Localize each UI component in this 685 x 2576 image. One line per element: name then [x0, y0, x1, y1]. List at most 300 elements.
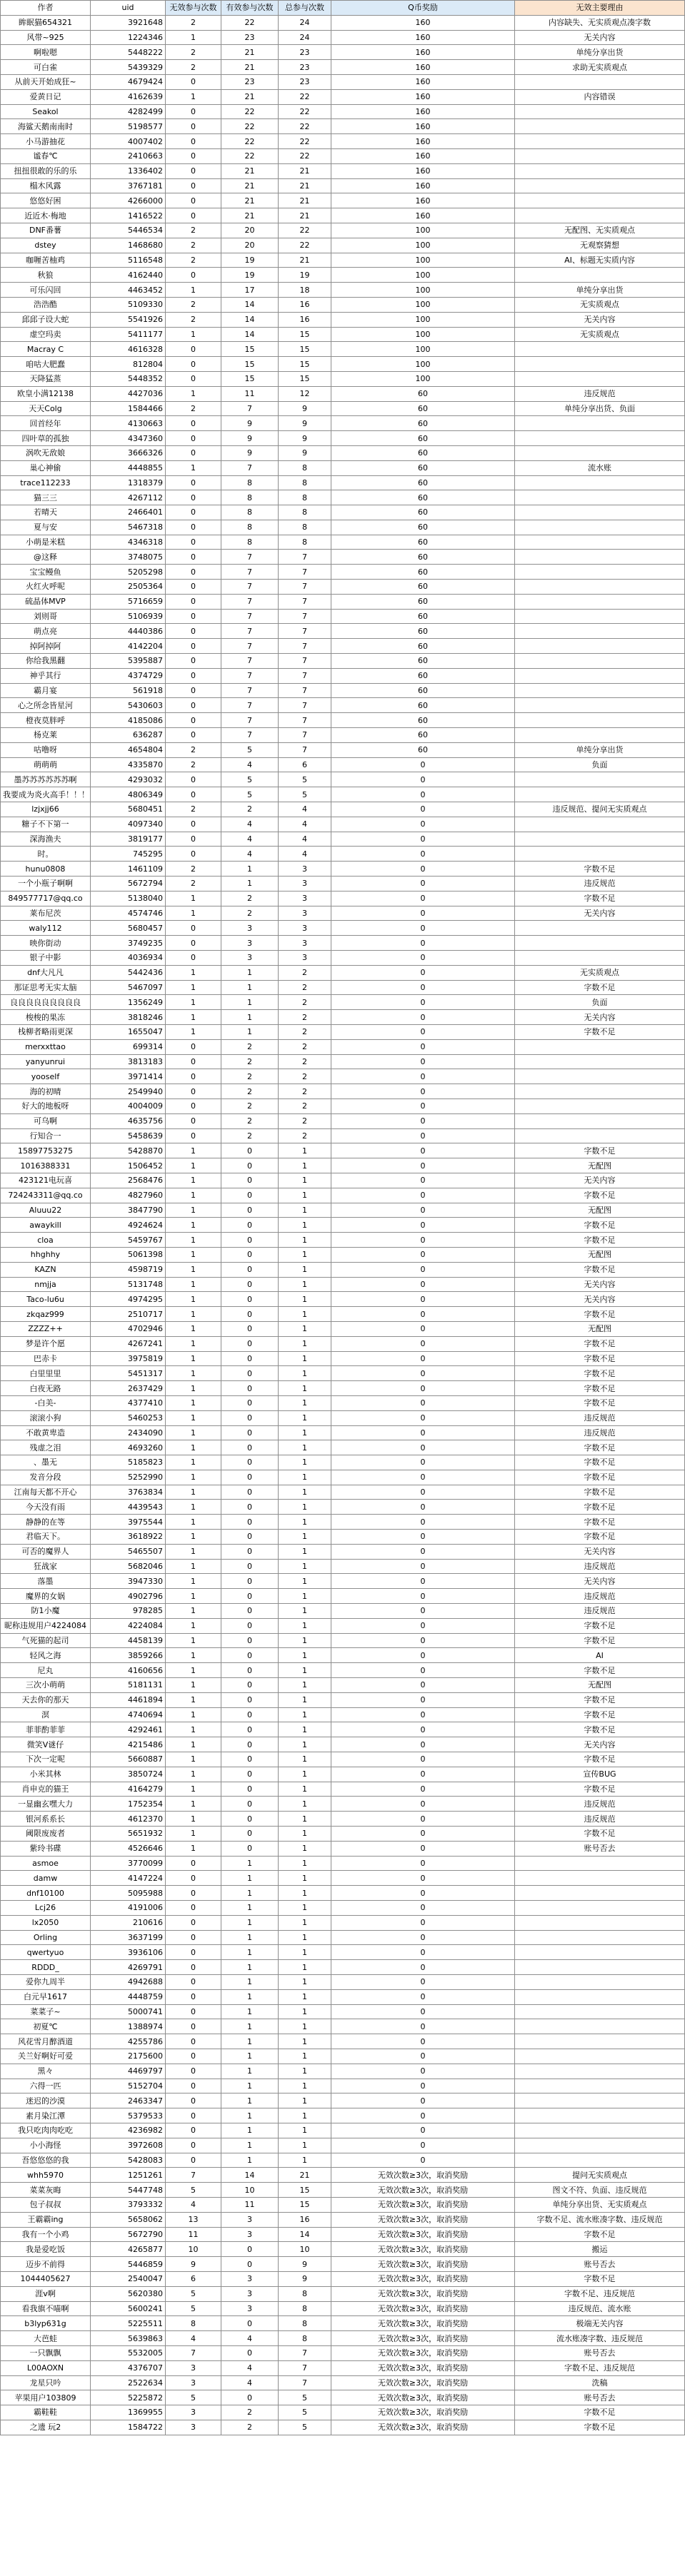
cell-invalid-count[interactable]: 4 — [166, 2331, 221, 2346]
cell-uid[interactable]: 5620380 — [91, 2286, 166, 2301]
cell-author[interactable]: 四叶草的孤独 — [1, 431, 91, 446]
cell-invalid-reason[interactable] — [515, 832, 685, 847]
cell-q-reward[interactable]: 100 — [331, 357, 515, 372]
cell-q-reward[interactable]: 0 — [331, 936, 515, 951]
cell-total-count[interactable]: 15 — [279, 342, 331, 357]
cell-invalid-reason[interactable] — [515, 535, 685, 550]
cell-invalid-reason[interactable]: 无关内容 — [515, 312, 685, 327]
cell-q-reward[interactable]: 无效次数≥3次，取消奖励 — [331, 2227, 515, 2242]
cell-uid[interactable]: 3975544 — [91, 1515, 166, 1530]
cell-invalid-reason[interactable]: 违反规范 — [515, 1559, 685, 1574]
cell-q-reward[interactable]: 无效次数≥3次，取消奖励 — [331, 2316, 515, 2331]
cell-invalid-count[interactable]: 1 — [166, 1277, 221, 1292]
cell-invalid-reason[interactable] — [515, 1915, 685, 1930]
cell-invalid-count[interactable]: 1 — [166, 1782, 221, 1797]
cell-total-count[interactable]: 9 — [279, 2257, 331, 2272]
cell-q-reward[interactable]: 0 — [331, 1470, 515, 1485]
cell-invalid-reason[interactable]: 违反规范 — [515, 1604, 685, 1619]
cell-valid-count[interactable]: 22 — [221, 148, 279, 163]
cell-uid[interactable]: 2434090 — [91, 1425, 166, 1440]
cell-uid[interactable]: 4806349 — [91, 787, 166, 802]
cell-total-count[interactable]: 1 — [279, 1589, 331, 1604]
cell-invalid-count[interactable]: 1 — [166, 1530, 221, 1545]
cell-valid-count[interactable]: 5 — [221, 787, 279, 802]
cell-invalid-count[interactable]: 0 — [166, 208, 221, 223]
cell-total-count[interactable]: 1 — [279, 1707, 331, 1722]
cell-valid-count[interactable]: 0 — [221, 1455, 279, 1470]
cell-q-reward[interactable]: 0 — [331, 1485, 515, 1500]
cell-invalid-count[interactable]: 0 — [166, 1856, 221, 1871]
cell-invalid-reason[interactable] — [515, 1886, 685, 1901]
cell-invalid-reason[interactable] — [515, 2034, 685, 2049]
cell-q-reward[interactable]: 0 — [331, 1707, 515, 1722]
cell-author[interactable]: 一只飘飘 — [1, 2345, 91, 2360]
cell-invalid-reason[interactable]: 字数不足、违反规范 — [515, 2360, 685, 2375]
cell-q-reward[interactable]: 60 — [331, 535, 515, 550]
cell-total-count[interactable]: 2 — [279, 980, 331, 995]
cell-uid[interactable]: 1318379 — [91, 475, 166, 490]
cell-valid-count[interactable]: 5 — [221, 772, 279, 787]
cell-uid[interactable]: 1356249 — [91, 995, 166, 1010]
cell-author[interactable]: 霸鞋鞋 — [1, 2405, 91, 2420]
cell-author[interactable]: 小小海怪 — [1, 2138, 91, 2153]
cell-invalid-count[interactable]: 1 — [166, 906, 221, 921]
cell-invalid-count[interactable]: 1 — [166, 1366, 221, 1381]
cell-uid[interactable]: 1468680 — [91, 238, 166, 253]
cell-invalid-reason[interactable]: 无配图 — [515, 1678, 685, 1693]
cell-q-reward[interactable]: 0 — [331, 1455, 515, 1470]
cell-valid-count[interactable]: 22 — [221, 15, 279, 30]
cell-author[interactable]: Lcj26 — [1, 1901, 91, 1916]
cell-valid-count[interactable]: 9 — [221, 445, 279, 460]
cell-invalid-count[interactable]: 0 — [166, 1039, 221, 1054]
cell-total-count[interactable]: 7 — [279, 713, 331, 728]
cell-valid-count[interactable]: 7 — [221, 609, 279, 624]
cell-invalid-reason[interactable] — [515, 1128, 685, 1143]
cell-invalid-reason[interactable]: 无实质观点 — [515, 297, 685, 312]
cell-invalid-count[interactable]: 2 — [166, 253, 221, 268]
cell-author[interactable]: 那证思考无实太脑 — [1, 980, 91, 995]
cell-author[interactable]: 包子叔叔 — [1, 2197, 91, 2212]
cell-total-count[interactable]: 1 — [279, 1574, 331, 1589]
cell-invalid-count[interactable]: 1 — [166, 1841, 221, 1856]
cell-total-count[interactable]: 1 — [279, 1277, 331, 1292]
cell-author[interactable]: KAZN — [1, 1262, 91, 1277]
cell-uid[interactable]: 3975819 — [91, 1351, 166, 1366]
cell-invalid-count[interactable]: 1 — [166, 891, 221, 906]
cell-uid[interactable]: 3748075 — [91, 550, 166, 565]
cell-author[interactable]: 咖喱苦柚鸡 — [1, 253, 91, 268]
cell-uid[interactable]: 4265877 — [91, 2242, 166, 2257]
cell-invalid-count[interactable]: 0 — [166, 1945, 221, 1960]
cell-uid[interactable]: 2540047 — [91, 2271, 166, 2286]
cell-total-count[interactable]: 3 — [279, 906, 331, 921]
cell-uid[interactable]: 5379533 — [91, 2108, 166, 2123]
cell-q-reward[interactable]: 0 — [331, 2049, 515, 2064]
cell-valid-count[interactable]: 19 — [221, 253, 279, 268]
cell-uid[interactable]: 1224346 — [91, 30, 166, 45]
cell-author[interactable]: 啊啦嗯 — [1, 45, 91, 60]
cell-invalid-count[interactable]: 1 — [166, 1767, 221, 1782]
cell-total-count[interactable]: 22 — [279, 238, 331, 253]
cell-q-reward[interactable]: 0 — [331, 1974, 515, 1989]
cell-total-count[interactable]: 2 — [279, 995, 331, 1010]
cell-valid-count[interactable]: 20 — [221, 238, 279, 253]
cell-q-reward[interactable]: 0 — [331, 1366, 515, 1381]
cell-author[interactable]: 王霸霸ing — [1, 2212, 91, 2227]
cell-total-count[interactable]: 8 — [279, 2316, 331, 2331]
cell-total-count[interactable]: 1 — [279, 2019, 331, 2034]
cell-author[interactable]: dstey — [1, 238, 91, 253]
cell-invalid-reason[interactable]: 违反规范、流水账 — [515, 2301, 685, 2316]
cell-invalid-reason[interactable] — [515, 951, 685, 966]
cell-invalid-reason[interactable]: 单纯分享出货、负面 — [515, 401, 685, 416]
cell-invalid-count[interactable]: 1 — [166, 1707, 221, 1722]
cell-uid[interactable]: 812804 — [91, 357, 166, 372]
cell-invalid-count[interactable]: 1 — [166, 1395, 221, 1410]
cell-author[interactable]: 悠悠好困 — [1, 193, 91, 208]
cell-author[interactable]: 海鲨天鹅南南时 — [1, 119, 91, 134]
cell-valid-count[interactable]: 0 — [221, 1604, 279, 1619]
cell-author[interactable]: 萌点亮 — [1, 624, 91, 639]
cell-uid[interactable]: 4097340 — [91, 817, 166, 832]
cell-author[interactable]: 猫三三 — [1, 490, 91, 505]
cell-author[interactable]: 初夏℃ — [1, 2019, 91, 2034]
cell-valid-count[interactable]: 21 — [221, 89, 279, 104]
cell-valid-count[interactable]: 2 — [221, 1098, 279, 1113]
cell-author[interactable]: 可乌啊 — [1, 1113, 91, 1128]
cell-q-reward[interactable]: 0 — [331, 1856, 515, 1871]
cell-invalid-reason[interactable] — [515, 74, 685, 89]
cell-invalid-reason[interactable] — [515, 134, 685, 149]
cell-valid-count[interactable]: 4 — [221, 2331, 279, 2346]
cell-uid[interactable]: 4347360 — [91, 431, 166, 446]
cell-total-count[interactable]: 1 — [279, 1515, 331, 1530]
cell-valid-count[interactable]: 1 — [221, 1886, 279, 1901]
cell-q-reward[interactable]: 0 — [331, 1544, 515, 1559]
cell-q-reward[interactable]: 0 — [331, 1574, 515, 1589]
cell-invalid-count[interactable]: 0 — [166, 1930, 221, 1945]
cell-q-reward[interactable]: 无效次数≥3次，取消奖励 — [331, 2420, 515, 2435]
cell-total-count[interactable]: 8 — [279, 520, 331, 535]
cell-uid[interactable]: 3793332 — [91, 2197, 166, 2212]
cell-uid[interactable]: 5639863 — [91, 2331, 166, 2346]
cell-author[interactable]: 时。 — [1, 847, 91, 862]
cell-valid-count[interactable]: 8 — [221, 475, 279, 490]
cell-valid-count[interactable]: 0 — [221, 1292, 279, 1307]
cell-invalid-reason[interactable]: 无关内容 — [515, 1574, 685, 1589]
cell-valid-count[interactable]: 9 — [221, 431, 279, 446]
cell-invalid-reason[interactable]: 字数不足 — [515, 2271, 685, 2286]
cell-invalid-reason[interactable]: 违反规范 — [515, 877, 685, 892]
cell-valid-count[interactable]: 1 — [221, 1945, 279, 1960]
cell-invalid-count[interactable]: 1 — [166, 1663, 221, 1678]
cell-q-reward[interactable]: 0 — [331, 1663, 515, 1678]
cell-total-count[interactable]: 1 — [279, 1500, 331, 1515]
cell-invalid-reason[interactable]: 字数不足、流水账凑字数、违反规范 — [515, 2212, 685, 2227]
cell-q-reward[interactable]: 60 — [331, 445, 515, 460]
cell-q-reward[interactable]: 0 — [331, 2004, 515, 2019]
cell-q-reward[interactable]: 100 — [331, 238, 515, 253]
cell-invalid-count[interactable]: 1 — [166, 1188, 221, 1203]
cell-total-count[interactable]: 1 — [279, 1604, 331, 1619]
cell-valid-count[interactable]: 4 — [221, 832, 279, 847]
cell-uid[interactable]: 5458639 — [91, 1128, 166, 1143]
cell-uid[interactable]: 4185086 — [91, 713, 166, 728]
cell-invalid-reason[interactable] — [515, 698, 685, 713]
cell-valid-count[interactable]: 1 — [221, 862, 279, 877]
cell-valid-count[interactable]: 0 — [221, 2257, 279, 2272]
cell-uid[interactable]: 2463347 — [91, 2093, 166, 2108]
cell-uid[interactable]: 4469797 — [91, 2064, 166, 2079]
cell-q-reward[interactable]: 60 — [331, 668, 515, 683]
cell-valid-count[interactable]: 22 — [221, 104, 279, 119]
cell-invalid-reason[interactable] — [515, 1084, 685, 1099]
cell-total-count[interactable]: 3 — [279, 936, 331, 951]
cell-author[interactable]: zkqaz999 — [1, 1307, 91, 1322]
cell-valid-count[interactable]: 0 — [221, 1410, 279, 1425]
cell-q-reward[interactable]: 0 — [331, 1173, 515, 1188]
cell-valid-count[interactable]: 4 — [221, 757, 279, 772]
cell-uid[interactable]: 4162440 — [91, 268, 166, 283]
cell-total-count[interactable]: 2 — [279, 965, 331, 980]
cell-author[interactable]: 素月染江潭 — [1, 2108, 91, 2123]
cell-invalid-reason[interactable]: 图文不符、负面、违反规范 — [515, 2183, 685, 2198]
cell-invalid-count[interactable]: 0 — [166, 1128, 221, 1143]
cell-uid[interactable]: 3936106 — [91, 1945, 166, 1960]
cell-uid[interactable]: 5465507 — [91, 1544, 166, 1559]
cell-valid-count[interactable]: 2 — [221, 802, 279, 817]
cell-invalid-count[interactable]: 1 — [166, 89, 221, 104]
cell-invalid-count[interactable]: 0 — [166, 2093, 221, 2108]
cell-total-count[interactable]: 10 — [279, 2242, 331, 2257]
cell-invalid-reason[interactable] — [515, 520, 685, 535]
cell-invalid-count[interactable]: 1 — [166, 1604, 221, 1619]
cell-author[interactable]: 今天没有雨 — [1, 1500, 91, 1515]
cell-total-count[interactable]: 1 — [279, 1930, 331, 1945]
cell-invalid-count[interactable]: 1 — [166, 1010, 221, 1025]
cell-uid[interactable]: 5439329 — [91, 60, 166, 75]
cell-uid[interactable]: 4679424 — [91, 74, 166, 89]
cell-invalid-count[interactable]: 0 — [166, 594, 221, 609]
cell-invalid-reason[interactable]: 搬运 — [515, 2242, 685, 2257]
cell-q-reward[interactable]: 160 — [331, 104, 515, 119]
cell-total-count[interactable]: 12 — [279, 386, 331, 401]
cell-valid-count[interactable]: 4 — [221, 847, 279, 862]
cell-invalid-count[interactable]: 0 — [166, 2034, 221, 2049]
cell-uid[interactable]: 978285 — [91, 1604, 166, 1619]
cell-invalid-count[interactable]: 0 — [166, 728, 221, 743]
cell-invalid-count[interactable]: 0 — [166, 475, 221, 490]
cell-q-reward[interactable]: 0 — [331, 1307, 515, 1322]
cell-q-reward[interactable]: 0 — [331, 1678, 515, 1693]
cell-valid-count[interactable]: 1 — [221, 965, 279, 980]
cell-q-reward[interactable]: 160 — [331, 208, 515, 223]
cell-q-reward[interactable]: 0 — [331, 2019, 515, 2034]
cell-invalid-reason[interactable]: 账号否去 — [515, 2257, 685, 2272]
cell-uid[interactable]: 5680457 — [91, 921, 166, 936]
cell-invalid-count[interactable]: 2 — [166, 238, 221, 253]
cell-q-reward[interactable]: 60 — [331, 713, 515, 728]
cell-valid-count[interactable]: 17 — [221, 283, 279, 298]
cell-invalid-reason[interactable]: 字数不足 — [515, 1307, 685, 1322]
cell-invalid-count[interactable]: 0 — [166, 268, 221, 283]
cell-total-count[interactable]: 16 — [279, 2212, 331, 2227]
cell-invalid-reason[interactable]: 极端无关内容 — [515, 2316, 685, 2331]
cell-author[interactable]: 小米其林 — [1, 1767, 91, 1782]
cell-valid-count[interactable]: 1 — [221, 1024, 279, 1039]
cell-invalid-reason[interactable] — [515, 580, 685, 595]
cell-invalid-count[interactable]: 1 — [166, 1752, 221, 1767]
cell-invalid-count[interactable]: 0 — [166, 371, 221, 386]
cell-total-count[interactable]: 1 — [279, 1455, 331, 1470]
cell-uid[interactable]: 5138040 — [91, 891, 166, 906]
cell-valid-count[interactable]: 1 — [221, 980, 279, 995]
cell-invalid-reason[interactable] — [515, 193, 685, 208]
cell-invalid-count[interactable]: 0 — [166, 787, 221, 802]
cell-q-reward[interactable]: 0 — [331, 1767, 515, 1782]
cell-uid[interactable]: 3972608 — [91, 2138, 166, 2153]
cell-invalid-count[interactable]: 8 — [166, 2316, 221, 2331]
cell-author[interactable]: 看我旗不喵啊 — [1, 2301, 91, 2316]
cell-valid-count[interactable]: 2 — [221, 1113, 279, 1128]
cell-author[interactable]: b3lyp631g — [1, 2316, 91, 2331]
cell-invalid-reason[interactable]: 流水账凑字数、违反规范 — [515, 2331, 685, 2346]
cell-q-reward[interactable]: 0 — [331, 802, 515, 817]
cell-valid-count[interactable]: 7 — [221, 580, 279, 595]
cell-invalid-count[interactable]: 11 — [166, 2227, 221, 2242]
cell-uid[interactable]: 4374729 — [91, 668, 166, 683]
cell-q-reward[interactable]: 0 — [331, 1886, 515, 1901]
cell-total-count[interactable]: 1 — [279, 1945, 331, 1960]
cell-invalid-reason[interactable]: 字数不足 — [515, 862, 685, 877]
cell-q-reward[interactable]: 0 — [331, 1098, 515, 1113]
cell-total-count[interactable]: 21 — [279, 178, 331, 193]
cell-uid[interactable]: 745295 — [91, 847, 166, 862]
cell-q-reward[interactable]: 100 — [331, 297, 515, 312]
cell-invalid-count[interactable]: 0 — [166, 490, 221, 505]
cell-valid-count[interactable]: 22 — [221, 119, 279, 134]
cell-invalid-count[interactable]: 2 — [166, 862, 221, 877]
cell-total-count[interactable]: 15 — [279, 2197, 331, 2212]
cell-q-reward[interactable]: 0 — [331, 1797, 515, 1812]
cell-uid[interactable]: 3850724 — [91, 1767, 166, 1782]
cell-q-reward[interactable]: 160 — [331, 30, 515, 45]
cell-total-count[interactable]: 21 — [279, 2168, 331, 2183]
cell-author[interactable]: 六得一匹 — [1, 2079, 91, 2093]
cell-total-count[interactable]: 1 — [279, 1663, 331, 1678]
cell-q-reward[interactable]: 无效次数≥3次，取消奖励 — [331, 2405, 515, 2420]
cell-uid[interactable]: 5459767 — [91, 1233, 166, 1248]
cell-author[interactable]: 梦是许个愿 — [1, 1336, 91, 1351]
cell-q-reward[interactable]: 无效次数≥3次，取消奖励 — [331, 2183, 515, 2198]
cell-total-count[interactable]: 1 — [279, 1559, 331, 1574]
cell-invalid-count[interactable]: 0 — [166, 847, 221, 862]
cell-uid[interactable]: 4160656 — [91, 1663, 166, 1678]
cell-uid[interactable]: 4448855 — [91, 460, 166, 475]
cell-q-reward[interactable]: 0 — [331, 1604, 515, 1619]
cell-valid-count[interactable]: 1 — [221, 1010, 279, 1025]
cell-total-count[interactable]: 16 — [279, 312, 331, 327]
cell-invalid-reason[interactable]: 字数不足 — [515, 1336, 685, 1351]
cell-uid[interactable]: 4269791 — [91, 1960, 166, 1975]
cell-q-reward[interactable]: 100 — [331, 371, 515, 386]
cell-invalid-reason[interactable]: 字数不足 — [515, 1351, 685, 1366]
cell-valid-count[interactable]: 1 — [221, 995, 279, 1010]
cell-uid[interactable]: 1584466 — [91, 401, 166, 416]
cell-valid-count[interactable]: 2 — [221, 1054, 279, 1069]
cell-invalid-reason[interactable]: AI、标题无实质内容 — [515, 253, 685, 268]
cell-invalid-reason[interactable]: 字数不足 — [515, 1381, 685, 1396]
cell-invalid-count[interactable]: 1 — [166, 1381, 221, 1396]
cell-valid-count[interactable]: 1 — [221, 2153, 279, 2168]
cell-invalid-count[interactable]: 0 — [166, 178, 221, 193]
cell-valid-count[interactable]: 0 — [221, 1425, 279, 1440]
cell-total-count[interactable]: 1 — [279, 2123, 331, 2138]
cell-uid[interactable]: 4267241 — [91, 1336, 166, 1351]
cell-uid[interactable]: 5448222 — [91, 45, 166, 60]
cell-total-count[interactable]: 15 — [279, 371, 331, 386]
cell-invalid-count[interactable]: 0 — [166, 639, 221, 654]
cell-invalid-reason[interactable]: 字数不足 — [515, 1440, 685, 1455]
cell-invalid-count[interactable]: 1 — [166, 327, 221, 342]
cell-valid-count[interactable]: 3 — [221, 921, 279, 936]
cell-author[interactable]: 小马游抽花 — [1, 134, 91, 149]
cell-total-count[interactable]: 2 — [279, 1054, 331, 1069]
cell-valid-count[interactable]: 0 — [221, 2242, 279, 2257]
cell-author[interactable]: 龙星只吟 — [1, 2375, 91, 2390]
cell-invalid-reason[interactable]: 单纯分享出货 — [515, 742, 685, 757]
cell-uid[interactable]: 1655047 — [91, 1024, 166, 1039]
cell-total-count[interactable]: 2 — [279, 1010, 331, 1025]
cell-invalid-count[interactable]: 0 — [166, 609, 221, 624]
cell-valid-count[interactable]: 2 — [221, 1039, 279, 1054]
cell-total-count[interactable]: 5 — [279, 772, 331, 787]
cell-author[interactable]: 若晴天 — [1, 505, 91, 520]
cell-total-count[interactable]: 22 — [279, 119, 331, 134]
cell-uid[interactable]: 5467097 — [91, 980, 166, 995]
cell-invalid-count[interactable]: 2 — [166, 757, 221, 772]
cell-invalid-reason[interactable]: 字数不足 — [515, 1618, 685, 1633]
cell-invalid-reason[interactable]: 字数不足 — [515, 1515, 685, 1530]
cell-uid[interactable]: 699314 — [91, 1039, 166, 1054]
cell-valid-count[interactable]: 1 — [221, 1871, 279, 1886]
cell-invalid-count[interactable]: 1 — [166, 1351, 221, 1366]
cell-author[interactable]: 昵称违规用户4224084 — [1, 1618, 91, 1633]
cell-total-count[interactable]: 1 — [279, 1410, 331, 1425]
cell-invalid-reason[interactable]: 违反规范 — [515, 1797, 685, 1812]
cell-q-reward[interactable]: 无效次数≥3次，取消奖励 — [331, 2360, 515, 2375]
cell-uid[interactable]: 4267112 — [91, 490, 166, 505]
cell-total-count[interactable]: 1 — [279, 1292, 331, 1307]
cell-uid[interactable]: 5680451 — [91, 802, 166, 817]
cell-valid-count[interactable]: 23 — [221, 74, 279, 89]
cell-valid-count[interactable]: 0 — [221, 1797, 279, 1812]
cell-valid-count[interactable]: 0 — [221, 1707, 279, 1722]
cell-valid-count[interactable]: 15 — [221, 342, 279, 357]
cell-uid[interactable]: 5205298 — [91, 565, 166, 580]
cell-invalid-count[interactable]: 0 — [166, 119, 221, 134]
cell-author[interactable]: 菜菜子~ — [1, 2004, 91, 2019]
cell-invalid-reason[interactable]: 违反规范 — [515, 386, 685, 401]
cell-total-count[interactable]: 1 — [279, 1737, 331, 1752]
cell-q-reward[interactable]: 0 — [331, 1010, 515, 1025]
cell-uid[interactable]: 3819177 — [91, 832, 166, 847]
cell-author[interactable]: 你给我黑翻 — [1, 654, 91, 669]
cell-invalid-count[interactable]: 0 — [166, 713, 221, 728]
cell-uid[interactable]: 5467318 — [91, 520, 166, 535]
cell-q-reward[interactable]: 0 — [331, 772, 515, 787]
